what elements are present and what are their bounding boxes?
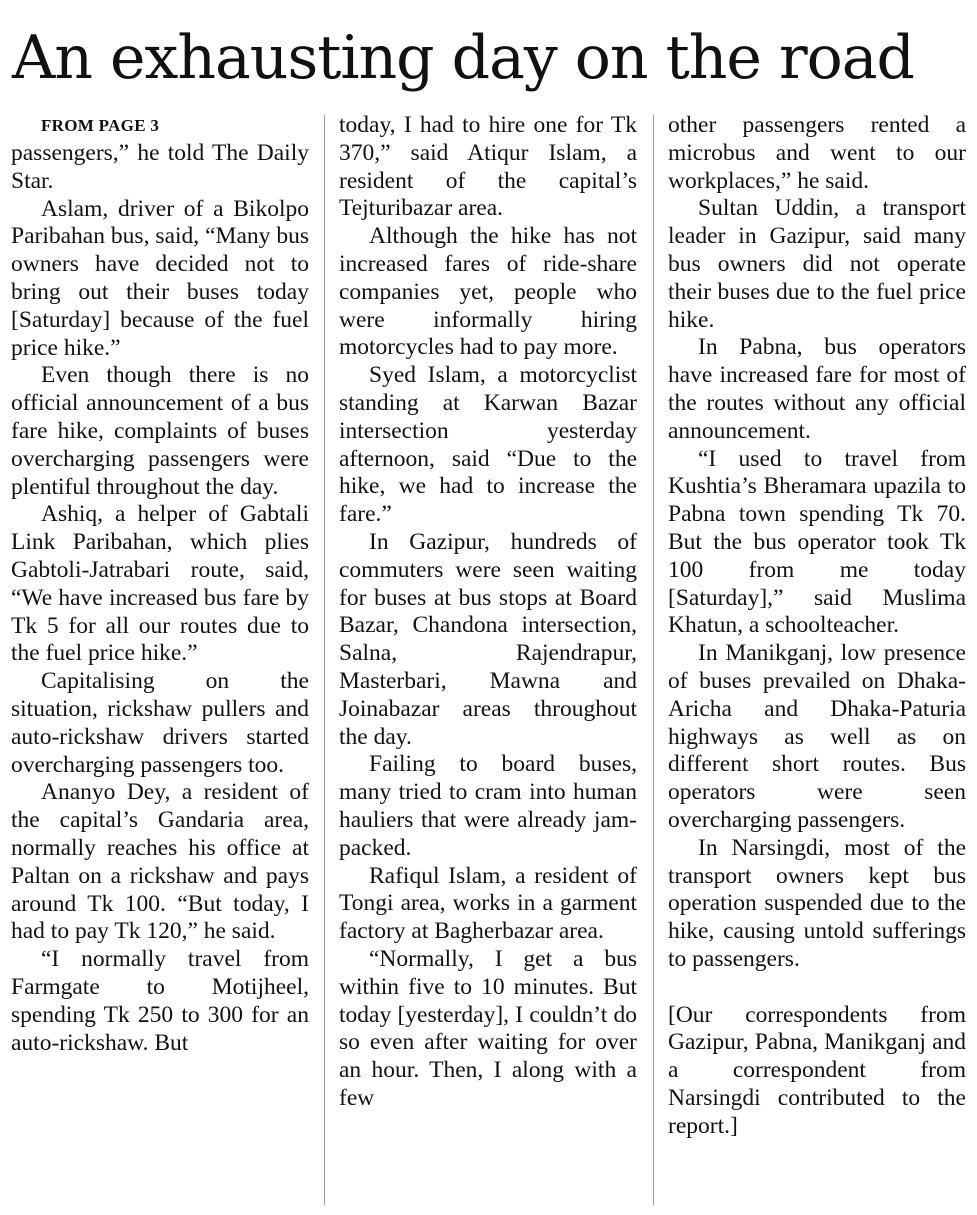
paragraph: Syed Islam, a motorcyclist standing at Karwan Bazar intersection yesterday afternoon, said “Due to the hike, we had to increase the fare.” <box>339 362 637 528</box>
paragraph: Aslam, driver of a Bikolpo Paribahan bus, said, “Many bus owners have decided not to bring out their buses today [Saturday] because of the fuel price hike.” <box>11 195 309 361</box>
contributor-credit: [Our correspondents from Gazipur, Pabna, Manikganj and a correspondent from Narsingdi contributed to the report.] <box>668 1001 966 1139</box>
paragraph: In Manikganj, low presence of buses prevailed on Dhaka-Aricha and Dhaka-Paturia highways as well as on different short routes. Bus operators were seen overcharging passengers. <box>668 640 966 833</box>
paragraph: “Normally, I get a bus within five to 10 minutes. But today [yesterday], I couldn’t do so even after waiting for over an hour. Then, I along with a few <box>339 945 637 1111</box>
paragraph: Ashiq, a helper of Gabtali Link Paribahan, which plies Gabtoli-Jatrabari route, said, “We have increased bus fare by Tk 5 for all our routes due to the fuel price hike.” <box>11 501 309 667</box>
paragraph: Rafiqul Islam, a resident of Tongi area, works in a garment factory at Bagherbazar area. <box>339 862 637 945</box>
article-column-3 <box>668 112 966 1140</box>
paragraph: today, I had to hire one for Tk 370,” said Atiqur Islam, a resident of the capital’s Tejturibazar area. <box>339 112 637 222</box>
continued-from-kicker: FROM PAGE 3 <box>41 116 160 135</box>
column-rule-2 <box>653 115 654 1205</box>
paragraph: other passengers rented a microbus and went to our workplaces,” he said. <box>668 112 966 194</box>
headline: An exhausting day on the road <box>12 23 914 93</box>
paragraph: In Gazipur, hundreds of commuters were seen waiting for buses at bus stops at Board Bazar, Chandona intersection, Salna, Rajendrapur, Masterbari, Mawna and Joinabazar areas throughout the day. <box>339 528 637 750</box>
paragraph: Capitalising on the situation, rickshaw pullers and auto-rickshaw drivers started overcharging passengers too. <box>11 668 309 778</box>
article-column-2 <box>339 112 637 1113</box>
paragraph: In Pabna, bus operators have increased fare for most of the routes without any official announcement. <box>668 334 966 444</box>
paragraph: Failing to board buses, many tried to cram into human hauliers that were already jam-packed. <box>339 751 637 861</box>
paragraph: Even though there is no official announcement of a bus fare hike, complaints of buses overcharging passengers were plentiful throughout the day. <box>11 362 309 500</box>
paragraph: In Narsingdi, most of the transport owners kept bus operation suspended due to the hike, causing untold sufferings to passengers. <box>668 834 966 972</box>
paragraph: Although the hike has not increased fares of ride-share companies yet, people who were informally hiring motorcycles had to pay more. <box>339 223 637 361</box>
paragraph: Ananyo Dey, a resident of the capital’s Gandaria area, normally reaches his office at Paltan on a rickshaw and pays around Tk 100. “But today, I had to pay Tk 120,” he said. <box>11 779 309 945</box>
paragraph: “I used to travel from Kushtia’s Bheramara upazila to Pabna town spending Tk 70. But the bus operator took Tk 100 from me today [Saturday],” said Muslima Khatun, a schoolteacher. <box>668 445 966 639</box>
article-column-1 <box>11 112 309 1057</box>
paragraph: passengers,” he told The Daily Star. <box>11 140 309 194</box>
paragraph: Sultan Uddin, a transport leader in Gazipur, said many bus owners did not operate their buses due to the fuel price hike. <box>668 195 966 333</box>
paragraph: “I normally travel from Farmgate to Motijheel, spending Tk 250 to 300 for an auto-rickshaw. But <box>11 946 309 1056</box>
column-rule-1 <box>324 115 325 1205</box>
